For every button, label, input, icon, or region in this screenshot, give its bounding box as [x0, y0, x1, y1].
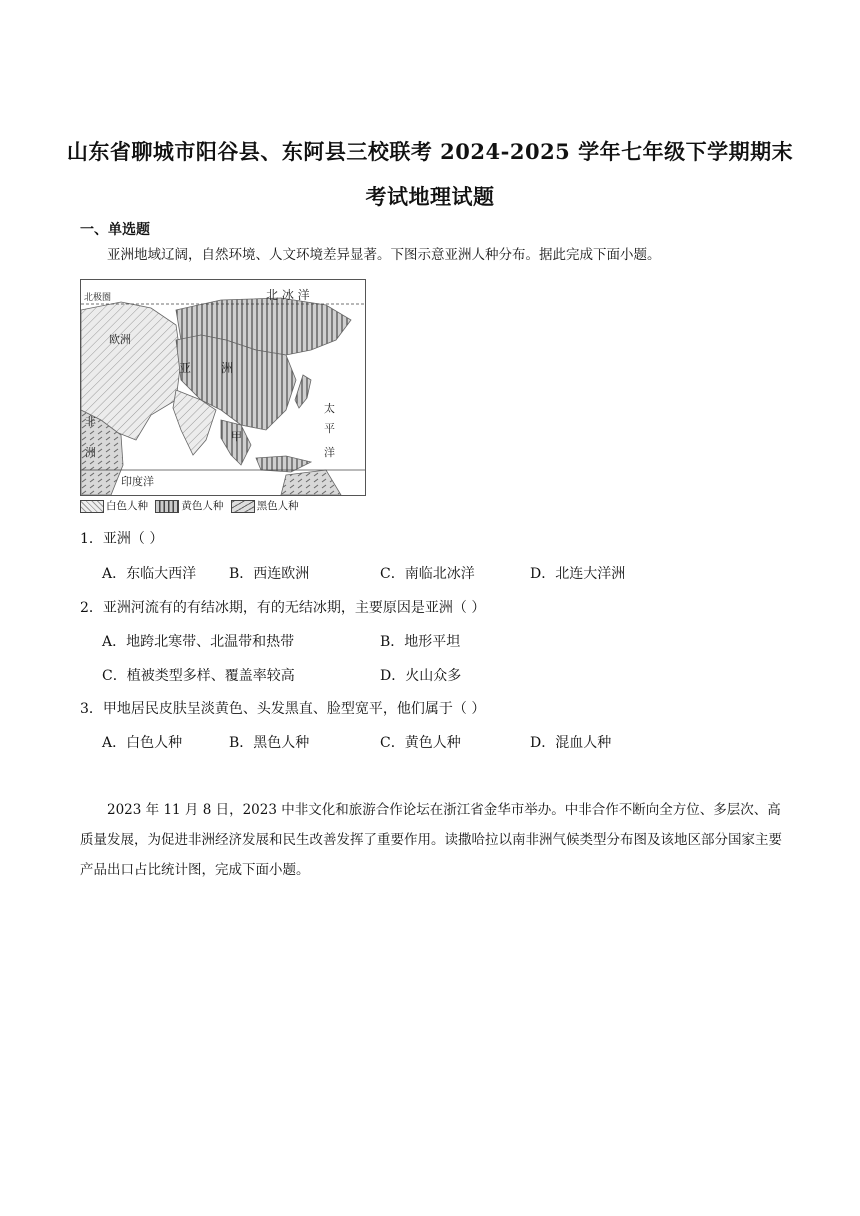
- legend-label-black: 黑色人种: [256, 500, 299, 512]
- q1-option-c[interactable]: C．南临北冰洋: [380, 566, 475, 582]
- label-pacific-1: 太: [324, 402, 335, 415]
- q3-option-a[interactable]: A．白色人种: [102, 735, 183, 751]
- label-asia-1: 亚: [179, 361, 192, 375]
- q2-option-a[interactable]: A．地跨北寒带、北温带和热带: [102, 634, 295, 650]
- label-africa-1: 非: [85, 415, 96, 428]
- q2-option-b[interactable]: B．地形平坦: [380, 634, 461, 650]
- legend-swatch-black: [231, 500, 255, 513]
- legend-swatch-white: [80, 500, 104, 513]
- label-europe: 欧洲: [109, 333, 131, 346]
- intro-paragraph-1: 亚洲地域辽阔，自然环境、人文环境差异显著。下图示意亚洲人种分布。据此完成下面小题。: [107, 247, 661, 263]
- label-pacific-2: 平: [324, 422, 335, 435]
- label-jia: 甲: [231, 430, 242, 443]
- asia-race-map: [80, 279, 366, 496]
- question-1-stem: 1．亚洲（ ）: [80, 531, 164, 547]
- label-indian-ocean: 印度洋: [121, 475, 154, 488]
- intro-paragraph-2: 2023 年 11 月 8 日，2023 中非文化和旅游合作论坛在浙江省金华市举办。中非合作不断向全方位、多层次、高质量发展，为促进非洲经济发展和民生改善发挥了重要作用。读撒哈拉以南非洲气候类型分布图及该地区部分国家主要产品出口占比统计图，完成下面小题。: [80, 802, 782, 878]
- page-title-line1: 山东省聊城市阳谷县、东阿县三校联考 2024-2025 学年七年级下学期期末: [66, 139, 794, 164]
- label-arctic-ocean: 北 冰 洋: [266, 288, 310, 302]
- section-heading: 一、单选题: [80, 222, 150, 238]
- legend-label-yellow: 黄色人种: [181, 500, 224, 512]
- label-north-pole: 北极圈: [84, 293, 112, 303]
- label-africa-2: 洲: [85, 446, 96, 459]
- map-legend: [80, 498, 299, 513]
- q2-option-c[interactable]: C．植被类型多样、覆盖率较高: [102, 668, 295, 684]
- q3-option-c[interactable]: C．黄色人种: [380, 735, 461, 751]
- label-asia-2: 洲: [221, 361, 234, 375]
- q2-option-d[interactable]: D．火山众多: [380, 668, 462, 684]
- label-pacific-3: 洋: [324, 446, 335, 459]
- q3-option-b[interactable]: B．黑色人种: [229, 735, 310, 751]
- q1-option-a[interactable]: A．东临大西洋: [102, 566, 197, 582]
- legend-label-white: 白色人种: [106, 500, 148, 512]
- question-3-stem: 3．甲地居民皮肤呈淡黄色、头发黑直、脸型宽平，他们属于（ ）: [80, 701, 486, 717]
- q1-option-b[interactable]: B．西连欧洲: [229, 566, 310, 582]
- q3-option-d[interactable]: D．混血人种: [530, 735, 612, 751]
- legend-swatch-yellow: [155, 500, 179, 513]
- page-title-line2: 考试地理试题: [365, 184, 495, 209]
- map-svg: [81, 280, 365, 495]
- question-2-stem: 2．亚洲河流有的有结冰期，有的无结冰期，主要原因是亚洲（ ）: [80, 600, 486, 616]
- q1-option-d[interactable]: D．北连大洋洲: [530, 566, 626, 582]
